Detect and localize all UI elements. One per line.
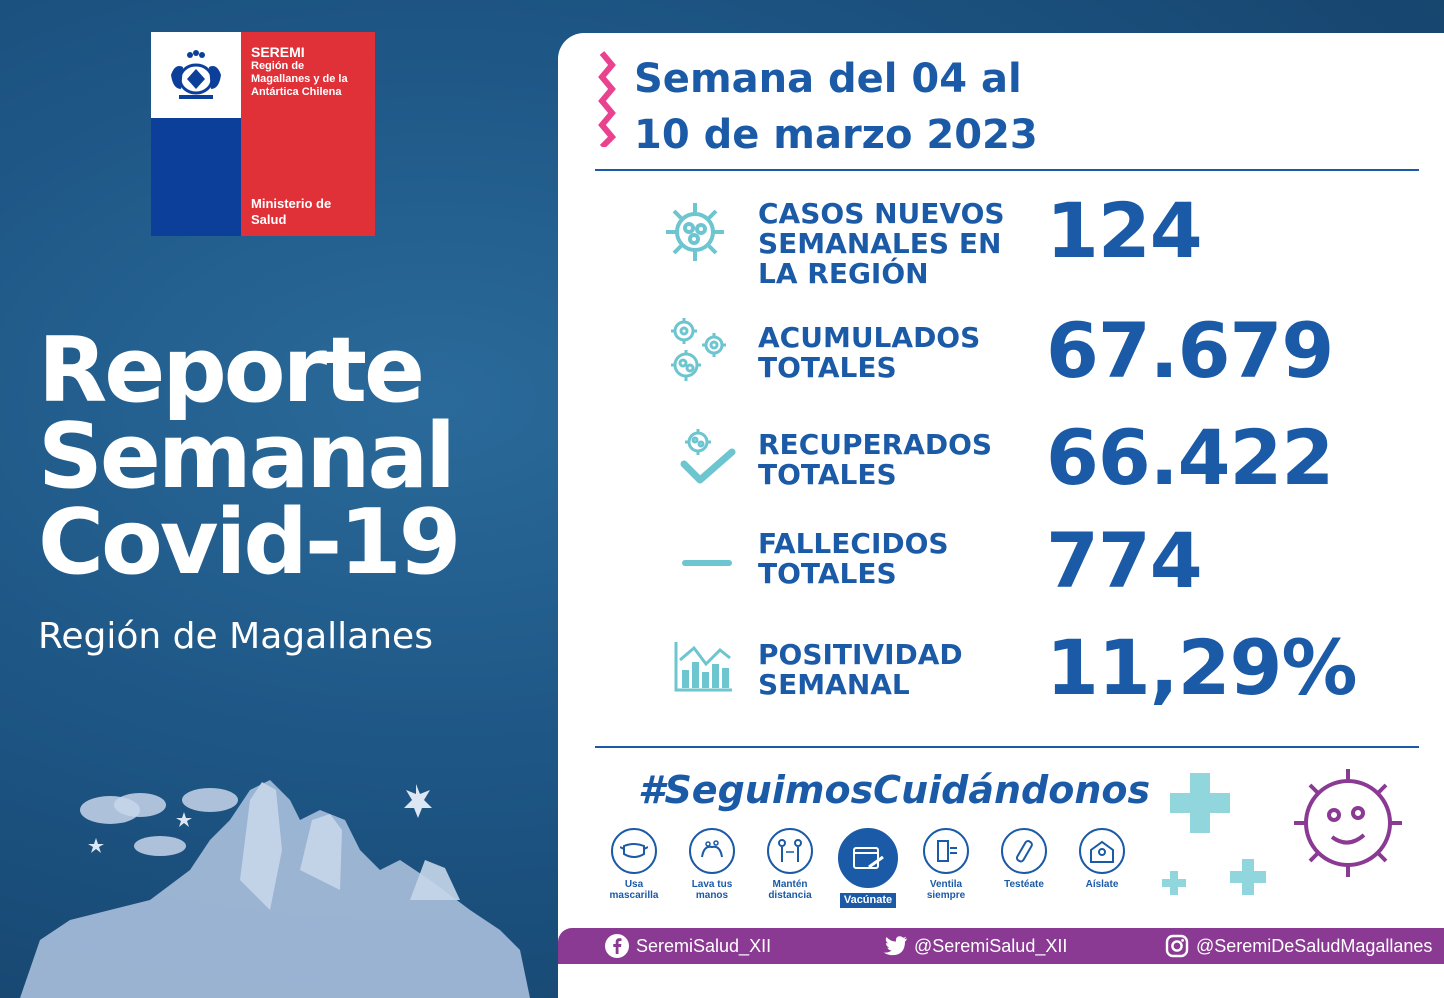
coat-of-arms-icon [151, 32, 241, 118]
bar-chart-icon [672, 636, 736, 696]
measure-label: Ventila siempre [926, 879, 966, 901]
twitter-handle: @SeremiSalud_XII [914, 935, 1068, 956]
twitter-icon [882, 933, 908, 959]
week-range [634, 51, 1038, 163]
divider-top [595, 169, 1419, 171]
hashtag: #SeguimosCuidándonos [638, 768, 1151, 812]
measure-label: Vacúnate [840, 893, 896, 908]
measure-label: Lava tus manos [691, 879, 733, 901]
title-line-2: Semanal [38, 404, 454, 509]
title-line-1: Reporte [38, 318, 423, 423]
isolate-icon [1079, 828, 1125, 874]
report-card [558, 33, 1444, 998]
title-line-3: Covid-19 [38, 490, 459, 595]
instagram-handle: @SeremiDeSaludMagallanes [1196, 935, 1433, 956]
viruses-icon [664, 315, 730, 387]
facebook-link[interactable] [604, 933, 771, 959]
virus-check-icon [680, 426, 736, 488]
stat-label: CASOS NUEVOS SEMANALES EN LA REGIÓN [758, 197, 1005, 290]
stat-label: ACUMULADOS TOTALES [758, 321, 981, 384]
hand-wash-icon [689, 828, 735, 874]
ventilation-icon [923, 828, 969, 874]
divider-bottom [595, 746, 1419, 748]
measure-mask [604, 828, 664, 908]
vaccine-icon [838, 828, 898, 888]
report-title [38, 318, 459, 595]
measure-isolate [1072, 828, 1132, 908]
logo-ministry: Ministerio de Salud [251, 196, 332, 227]
week-line-2: 10 de marzo 2023 [634, 112, 1038, 158]
week-line-1: Semana del 04 al [634, 56, 1022, 102]
stat-value: 11,29% [1046, 623, 1357, 712]
logo-title: SEREMI [251, 44, 305, 60]
stat-label: FALLECIDOS TOTALES [758, 527, 949, 590]
logo-region: Región de Magallanes y de la Antártica Chilena [251, 60, 348, 98]
test-icon [1001, 828, 1047, 874]
facebook-icon [604, 933, 630, 959]
stat-label: RECUPERADOS TOTALES [758, 428, 993, 491]
measure-vaccine [838, 828, 898, 908]
instagram-icon [1164, 933, 1190, 959]
mask-icon [611, 828, 657, 874]
facebook-handle: SeremiSalud_XII [636, 935, 772, 956]
report-subtitle: Región de Magallanes [38, 616, 433, 657]
instagram-link[interactable] [1164, 933, 1432, 959]
dash-icon [682, 559, 732, 567]
measure-label: Aíslate [1085, 879, 1119, 890]
prevention-measures [604, 828, 1132, 908]
distance-icon [767, 828, 813, 874]
measure-label: Usa mascarilla [609, 879, 659, 901]
twitter-link[interactable] [882, 933, 1067, 959]
stat-value: 67.679 [1046, 306, 1334, 395]
measure-label: Mantén distancia [768, 879, 812, 901]
stat-value: 774 [1046, 516, 1202, 605]
measure-ventilation [916, 828, 976, 908]
stat-label: POSITIVIDAD SEMANAL [758, 638, 963, 701]
stat-value: 124 [1046, 186, 1202, 275]
zigzag-decoration [596, 51, 618, 147]
measure-label: Testéate [1004, 879, 1044, 890]
stat-value: 66.422 [1046, 413, 1334, 502]
seremi-logo [151, 32, 375, 236]
mountains-illustration [0, 760, 560, 998]
virus-decoration [1158, 763, 1418, 923]
social-footer [558, 928, 1444, 964]
measure-test [994, 828, 1054, 908]
measure-handwash [682, 828, 742, 908]
virus-icon [662, 199, 728, 265]
measure-distance [760, 828, 820, 908]
